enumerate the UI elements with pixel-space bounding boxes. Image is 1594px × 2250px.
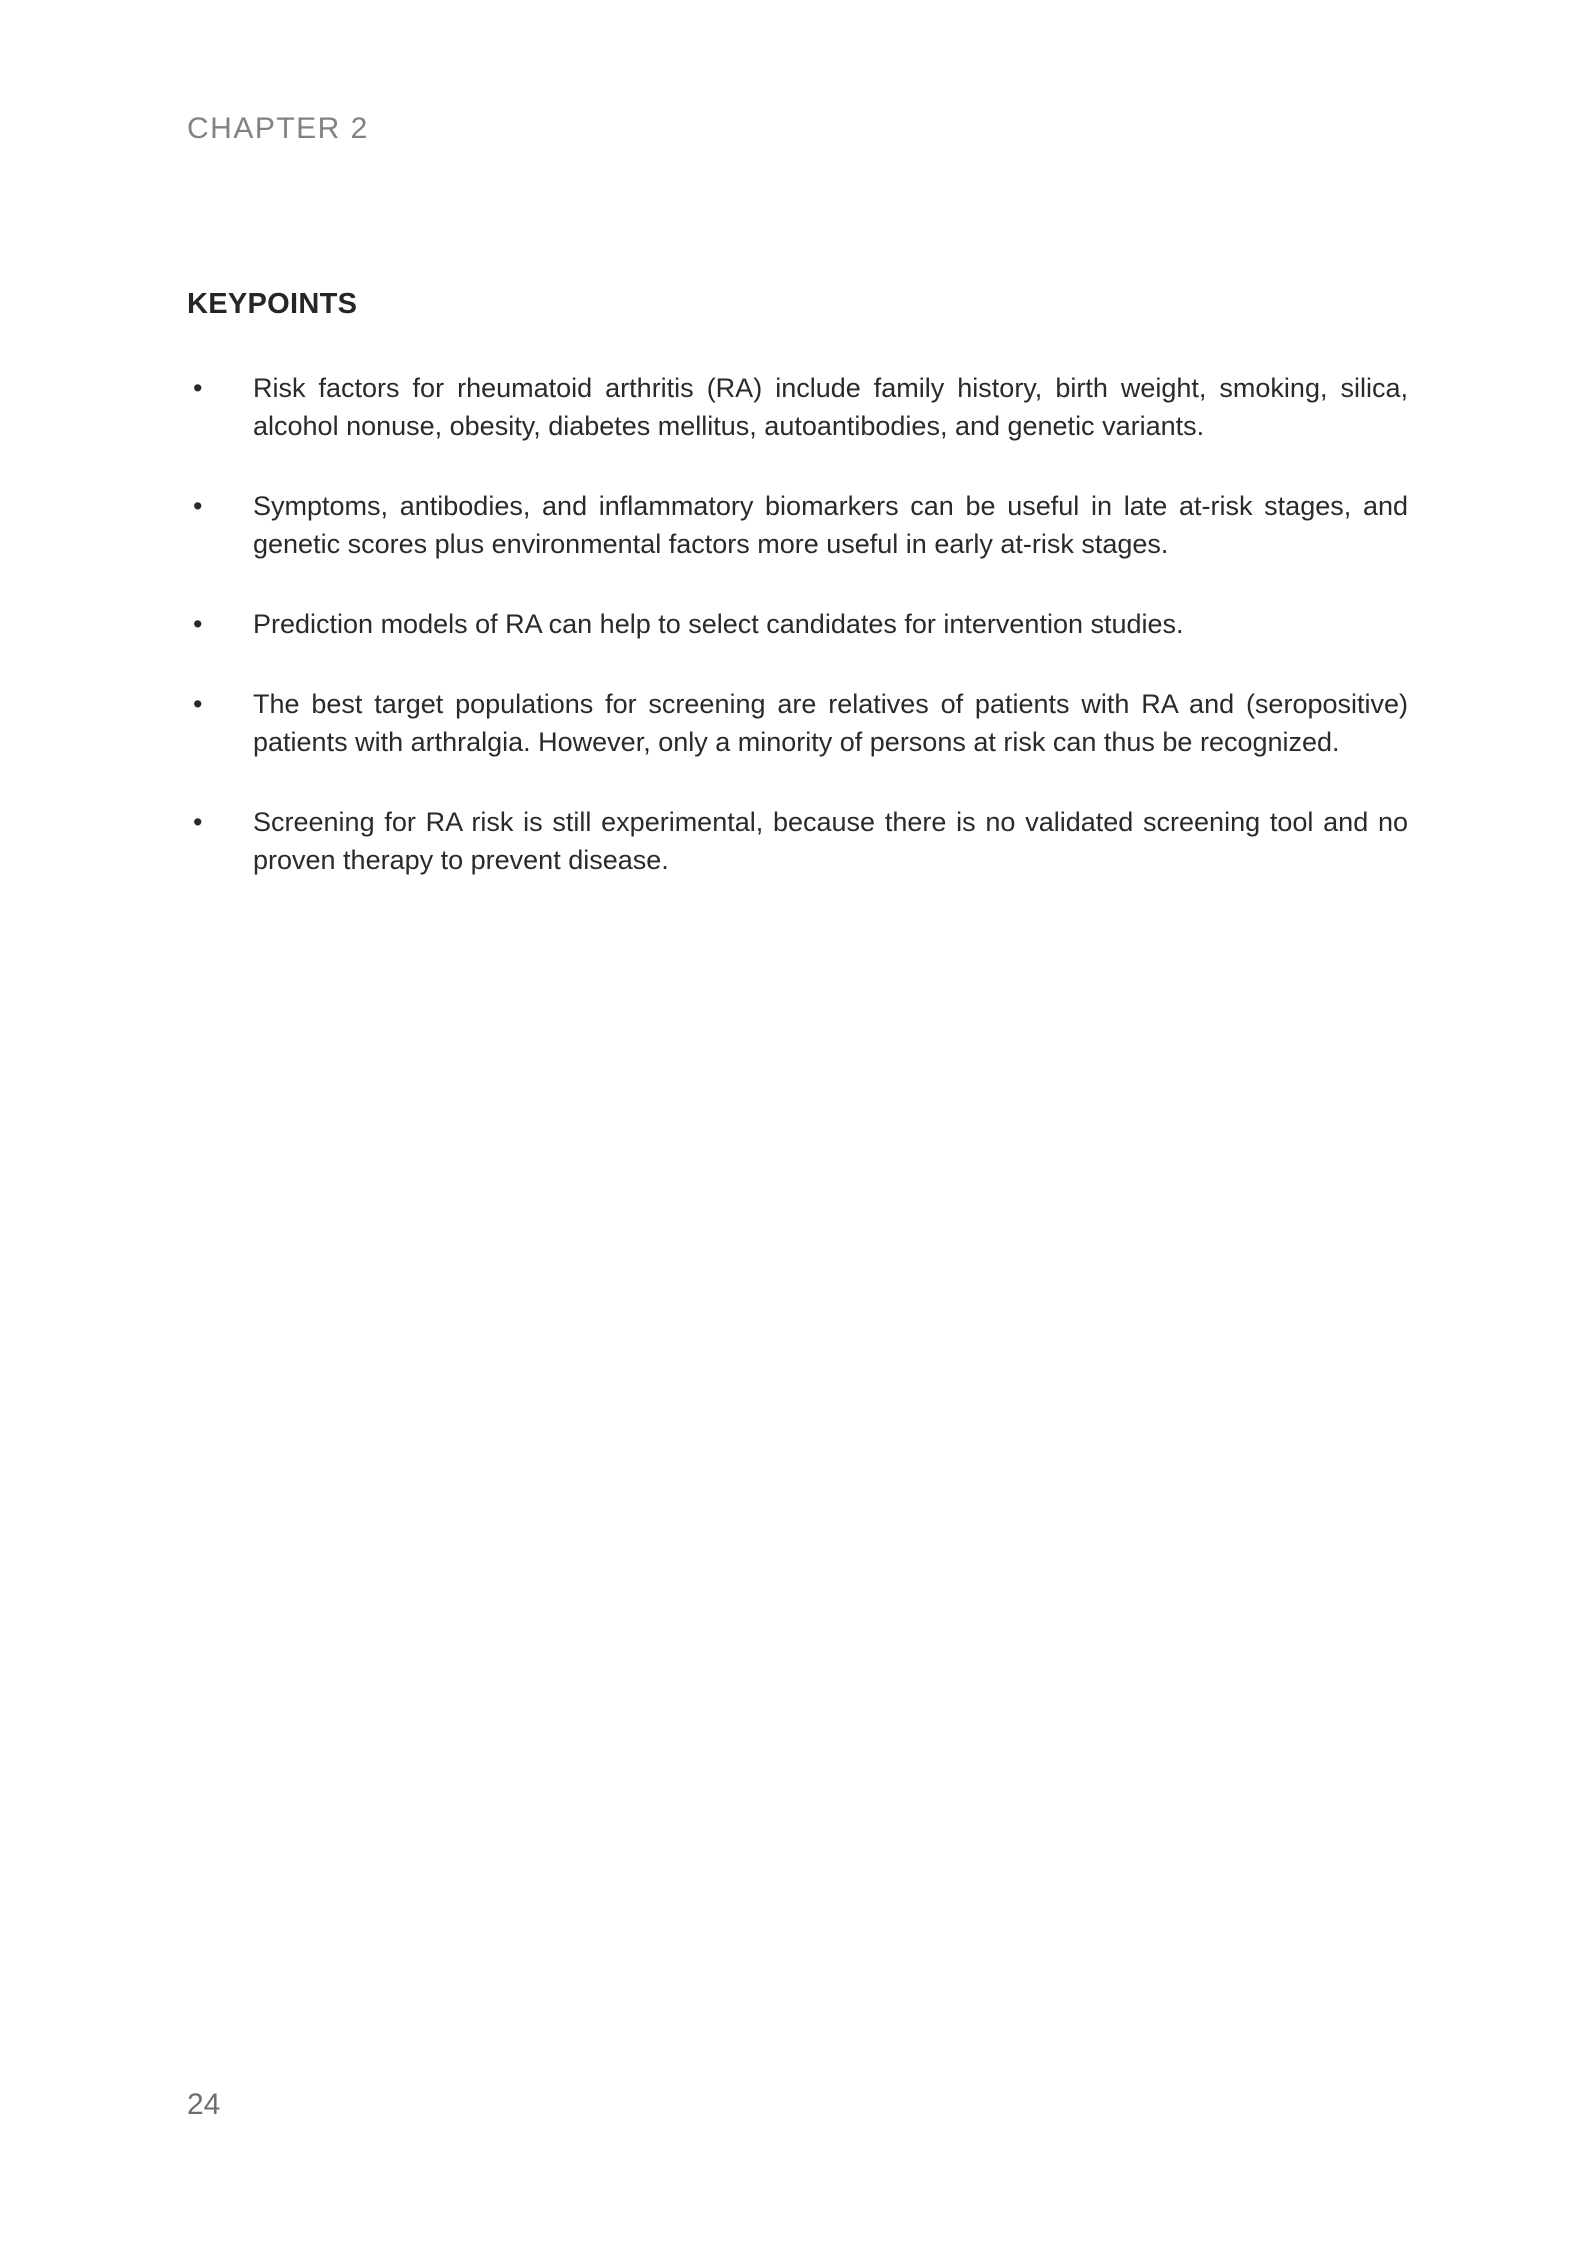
bullet-icon: • bbox=[193, 807, 203, 837]
page-content bbox=[187, 288, 1408, 879]
bullet-text: Symptoms, antibodies, and inflammatory biomarkers can be useful in late at-risk stages, and genetic scores plus environmental factors more useful in early at-risk stages. bbox=[253, 491, 1408, 559]
page-number: 24 bbox=[187, 2088, 221, 2121]
bullet-icon: • bbox=[193, 491, 203, 521]
bullet-text: Risk factors for rheumatoid arthritis (RA) include family history, birth weight, smoking, silica, alcohol nonuse, obesity, diabetes mellitus, autoantibodies, and genetic variants. bbox=[253, 373, 1408, 441]
keypoints-list bbox=[187, 369, 1408, 879]
bullet-text: The best target populations for screening are relatives of patients with RA and (seropositive) patients with arthralgia. However, only a minority of persons at risk can thus be recognized. bbox=[253, 689, 1408, 757]
list-item bbox=[187, 685, 1408, 761]
bullet-text: Screening for RA risk is still experimental, because there is no validated screening tool and no proven therapy to prevent disease. bbox=[253, 807, 1408, 875]
list-item bbox=[187, 369, 1408, 445]
bullet-text: Prediction models of RA can help to select candidates for intervention studies. bbox=[253, 609, 1184, 639]
chapter-header: CHAPTER 2 bbox=[187, 112, 369, 145]
bullet-icon: • bbox=[193, 689, 203, 719]
list-item bbox=[187, 803, 1408, 879]
bullet-icon: • bbox=[193, 609, 203, 639]
bullet-icon: • bbox=[193, 373, 203, 403]
list-item bbox=[187, 605, 1408, 643]
keypoints-heading: KEYPOINTS bbox=[187, 288, 358, 320]
list-item bbox=[187, 487, 1408, 563]
